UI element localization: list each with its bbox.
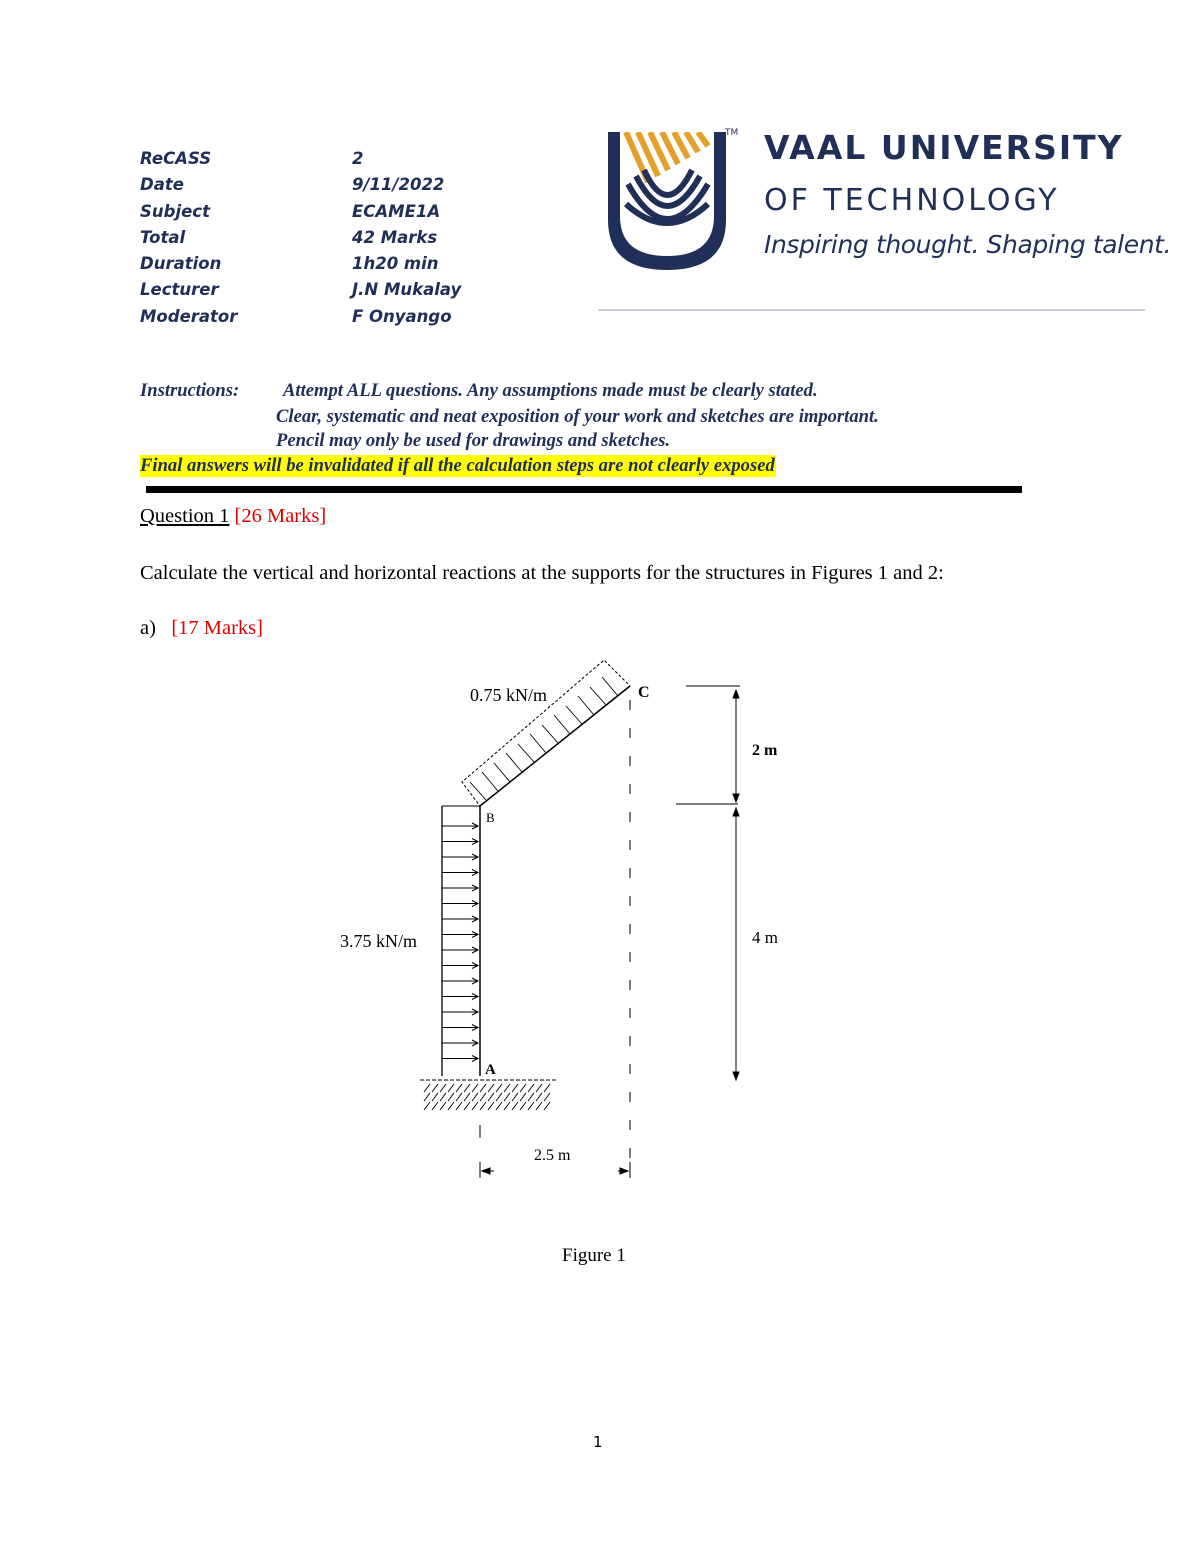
instructions-line: Pencil may only be used for drawings and sketches. [276,430,671,451]
meta-key: Moderator [140,306,238,326]
meta-key: Date [140,175,184,195]
hatch-mark [456,1093,462,1101]
hatch-mark [440,1102,446,1110]
hatch-mark [520,1102,526,1110]
hatch-mark [432,1084,438,1092]
hatch-mark [528,1102,534,1110]
hatch-mark [472,1093,478,1101]
hatch-mark [496,1102,502,1110]
meta-value: 42 Marks [352,227,438,247]
hatch-mark [536,1102,542,1110]
question-marks: [26 Marks] [234,505,327,527]
instructions-label: Instructions: [140,380,240,401]
hatch-mark [496,1084,502,1092]
question-body: Calculate the vertical and horizontal reactions at the supports for the structures in Figures 1 and 2: [140,562,944,584]
hatch-mark [464,1093,470,1101]
part-a-label: a) [140,617,156,639]
dim-top-label: 2 m [752,742,778,759]
hatch-mark [512,1093,518,1101]
hatch-mark [432,1102,438,1110]
highlighted-warning: Final answers will be invalidated if all the calculation steps are not clearly exposed [140,455,775,476]
hatch-mark [472,1084,478,1092]
hatch-mark [512,1084,518,1092]
hatch-mark [440,1093,446,1101]
hatch-mark [448,1093,454,1101]
hatch-mark [448,1102,454,1110]
hatch-mark [488,1102,494,1110]
part-a-marks: [17 Marks] [171,617,263,639]
university-name-line1: VAAL UNIVERSITY [764,128,1124,167]
hatch-mark [528,1084,534,1092]
vertical-distributed-load [442,806,480,1076]
hatch-mark [424,1084,430,1092]
hatch-mark [536,1084,542,1092]
inclined-distributed-load [462,660,630,806]
hatch-mark [432,1093,438,1101]
hatch-mark [448,1084,454,1092]
instructions-line: Clear, systematic and neat exposition of your work and sketches are important. [276,406,879,427]
hatch-mark [512,1102,518,1110]
point-b-label: B [486,810,495,825]
dimension-line-horizontal [480,1162,630,1178]
hatch-mark [536,1093,542,1101]
hatch-mark [440,1084,446,1092]
question-title-text: Question 1 [140,505,230,527]
hatch-mark [504,1084,510,1092]
page-number: 1 [593,1433,603,1451]
meta-value: 9/11/2022 [352,175,445,195]
meta-value: 2 [352,149,364,168]
dimension-lines-vertical [676,686,740,1080]
inclined-load-label: 0.75 kN/m [470,685,548,705]
university-name-line2: OF TECHNOLOGY [764,183,1060,218]
meta-key: Duration [140,254,222,274]
meta-value: F Onyango [352,306,452,326]
hatch-mark [424,1093,430,1101]
hatch-mark [480,1093,486,1101]
hatch-mark [488,1093,494,1101]
support-hatching [424,1084,550,1110]
meta-key: Subject [140,201,210,221]
trademark-mark: TM [725,128,739,138]
meta-value: J.N Mukalay [352,280,462,300]
hatch-mark [464,1084,470,1092]
hatch-mark [544,1093,550,1101]
hatch-mark [528,1093,534,1101]
hatch-mark [456,1084,462,1092]
hatch-mark [464,1102,470,1110]
point-c-label: C [638,684,650,701]
hatch-mark [544,1084,550,1092]
hatch-mark [480,1102,486,1110]
hatch-mark [488,1084,494,1092]
meta-key: Total [140,227,186,247]
dim-bottom-label: 2.5 m [534,1147,571,1164]
figure-caption: Figure 1 [562,1245,626,1266]
vertical-load-arrows [442,823,478,1062]
hatch-mark [424,1102,430,1110]
point-a-label: A [485,1062,496,1078]
hatch-mark [544,1102,550,1110]
hatch-mark [520,1093,526,1101]
hatch-mark [480,1084,486,1092]
hatch-mark [496,1093,502,1101]
meta-value: 1h20 min [352,254,439,274]
hatch-mark [504,1102,510,1110]
frame-structure [480,686,630,1076]
university-tagline: Inspiring thought. Shaping talent. [764,230,1172,259]
hatch-mark [456,1102,462,1110]
vertical-load-label: 3.75 kN/m [340,931,418,951]
hatch-mark [504,1093,510,1101]
dim-side-label: 4 m [752,928,778,947]
hatch-mark [520,1084,526,1092]
instructions-line: Attempt ALL questions. Any assumptions made must be clearly stated. [283,380,818,401]
meta-key: Lecturer [140,280,219,300]
meta-value: ECAME1A [352,201,441,221]
meta-key: ReCASS [140,149,212,168]
hatch-mark [472,1102,478,1110]
